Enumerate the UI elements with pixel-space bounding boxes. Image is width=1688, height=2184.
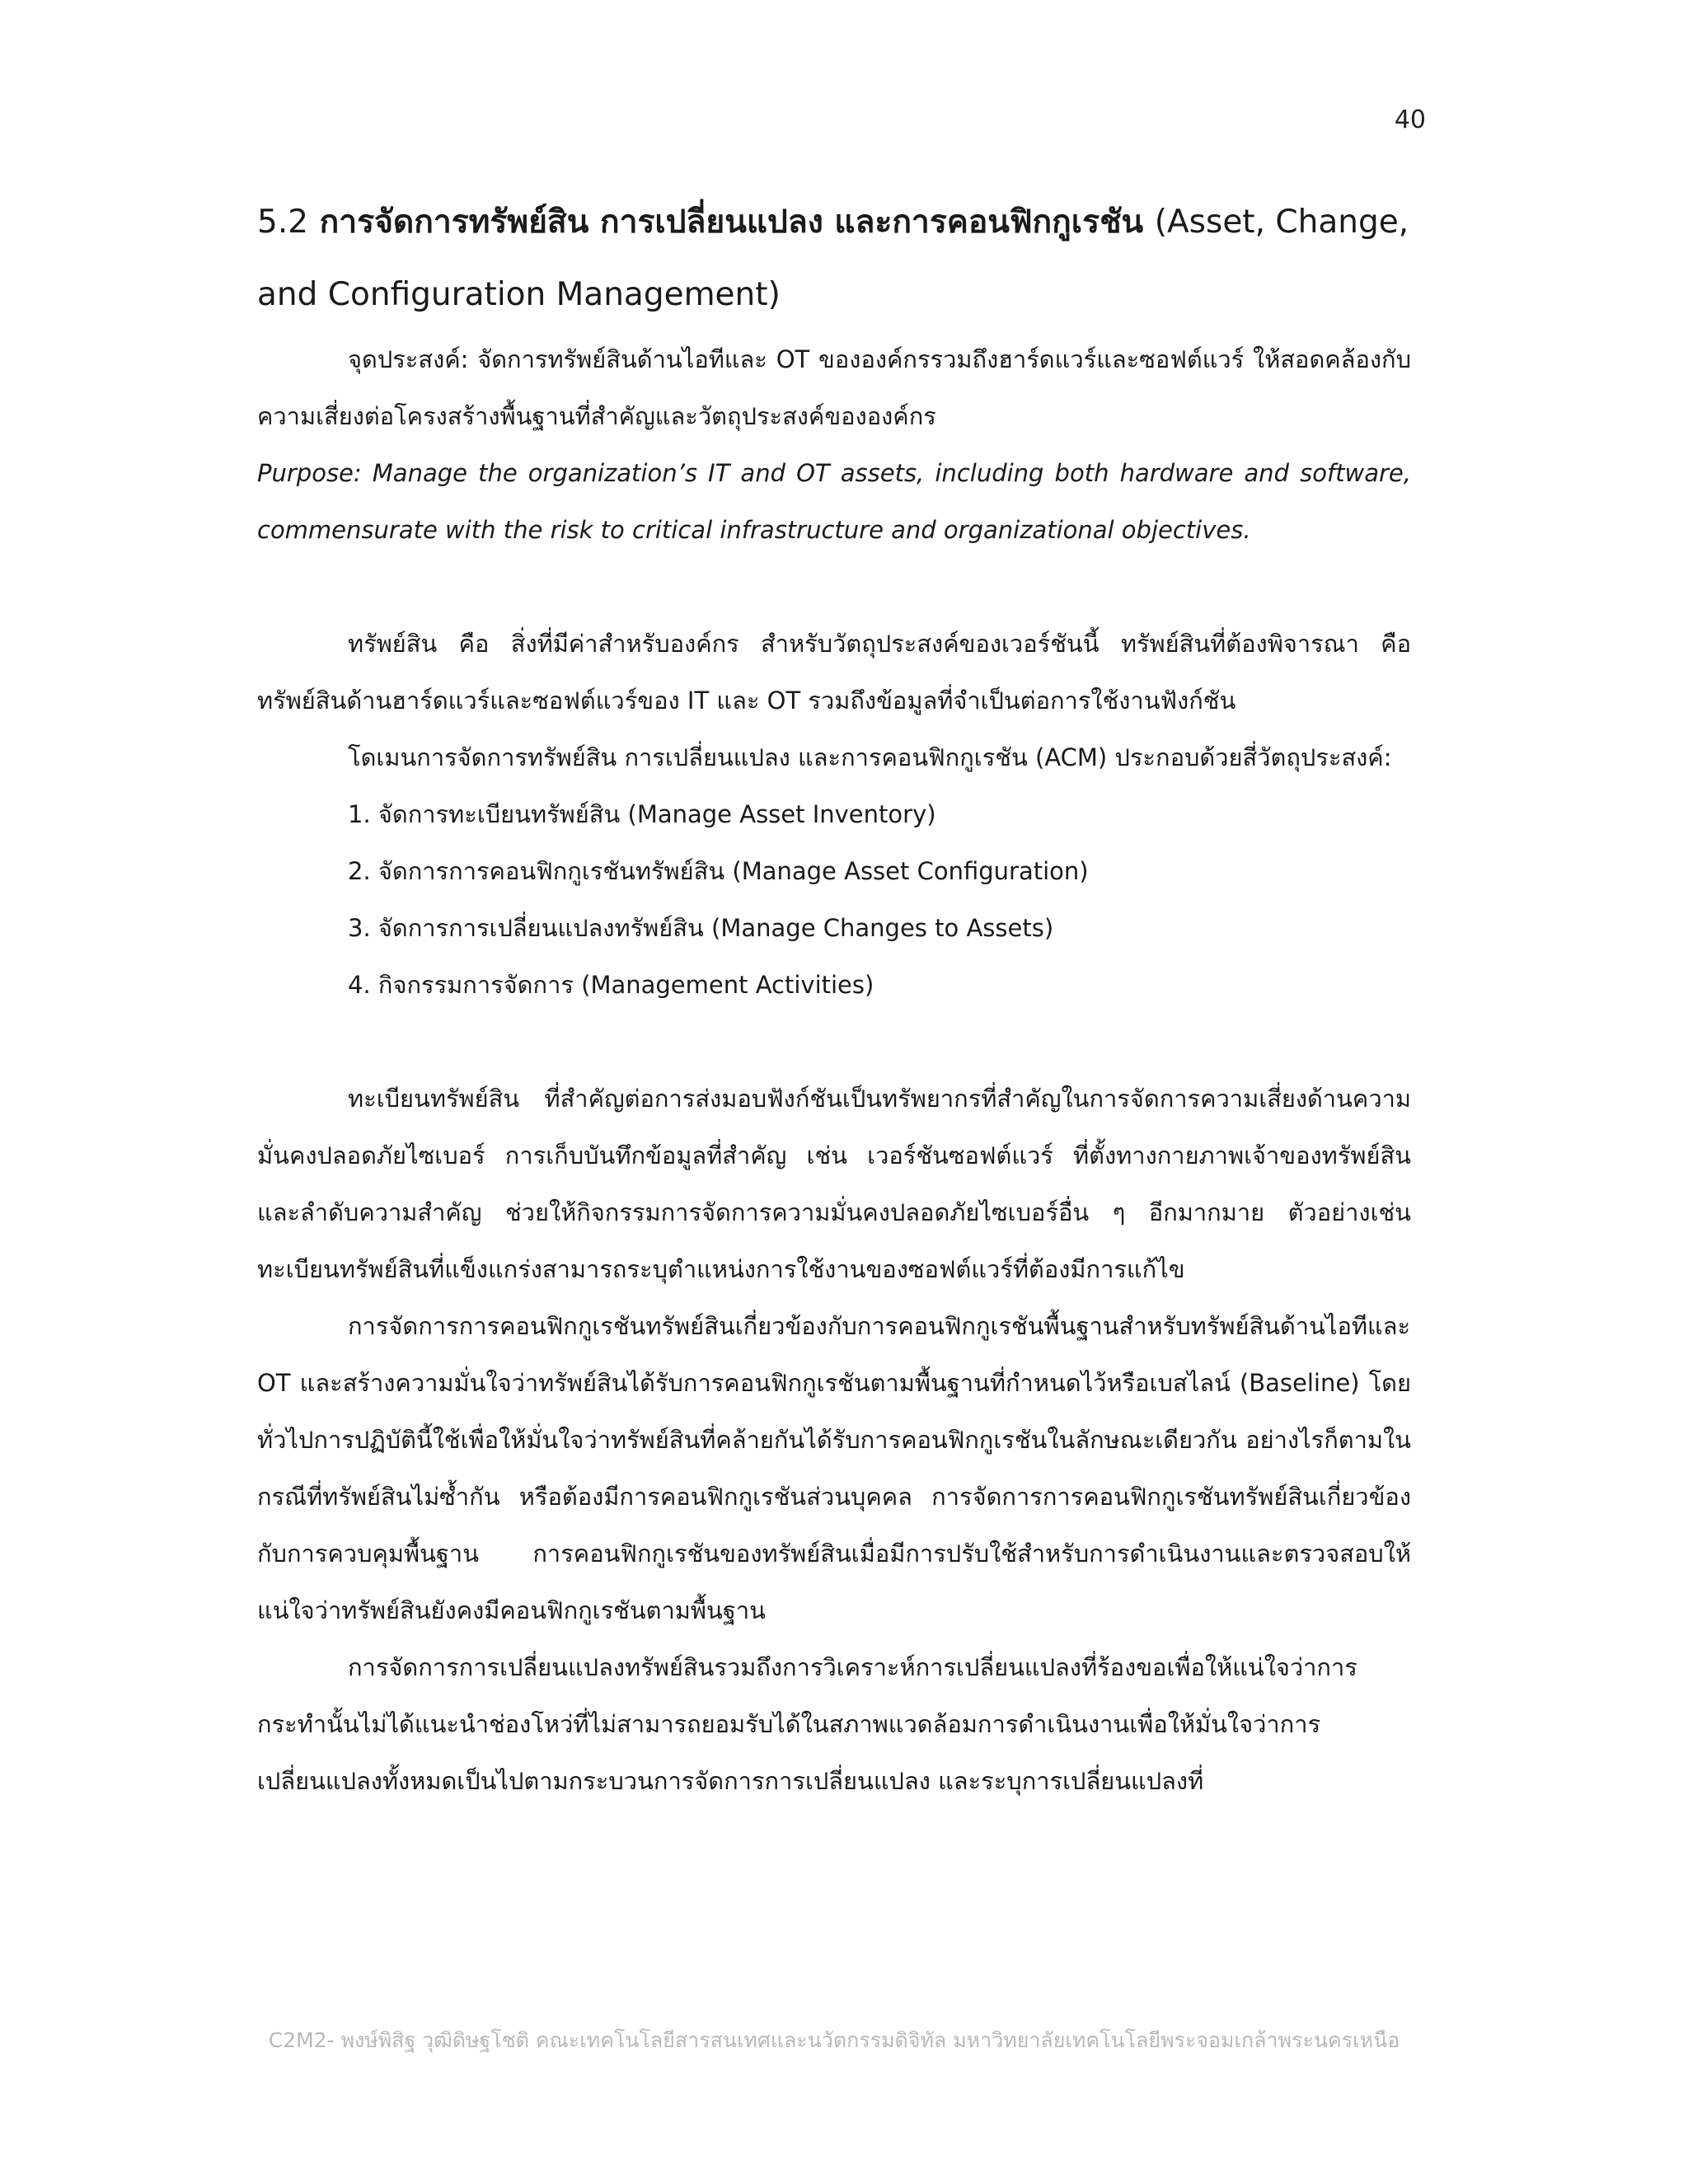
intro-paragraph: ทรัพย์สิน คือ สิ่งที่มีค่าสำหรับองค์กร สำหรับวัตถุประสงค์ของเวอร์ชันนี้ ทรัพย์สินที่ต้องพิจารณา คือ ทรัพย์สินด้านฮาร์ดแวร์และซอฟต์แวร์ของ IT และ OT รวมถึงข้อมูลที่จำเป็นต่อการใช้งานฟังก์ชัน bbox=[257, 630, 1411, 715]
section-title-english: (Asset, Change, and Configuration Management) bbox=[257, 204, 1409, 313]
section-heading bbox=[257, 186, 1411, 331]
page-footer: C2M2- พงษ์พิสิฐ วุฒิดิษฐโชติ คณะเทคโนโลยีสารสนเทศและนวัตกรรมดิจิทัล มหาวิทยาลัยเทคโนโลยีพระจอมเกล้าพระนครเหนือ bbox=[268, 2028, 1400, 2052]
section-number: 5.2 bbox=[257, 204, 309, 241]
page-content bbox=[257, 186, 1411, 1810]
objectives-list bbox=[257, 786, 1411, 1014]
spacer bbox=[257, 559, 1411, 616]
spacer bbox=[257, 1014, 1411, 1071]
list-item: 1. จัดการทะเบียนทรัพย์สิน (Manage Asset Inventory) bbox=[348, 800, 936, 828]
list-item: 3. จัดการการเปลี่ยนแปลงทรัพย์สิน (Manage Changes to Assets) bbox=[348, 914, 1054, 942]
section-title-thai: การจัดการทรัพย์สิน การเปลี่ยนแปลง และการคอนฟิกกูเรชัน bbox=[319, 204, 1144, 241]
list-item: 2. จัดการการคอนฟิกกูเรชันทรัพย์สิน (Manage Asset Configuration) bbox=[348, 857, 1089, 885]
purpose-english: Purpose: Manage the organization’s IT and OT assets, including both hardware and software, commensurate with the risk to critical infrastructure and organizational objectives. bbox=[257, 459, 1411, 544]
list-item: 4. กิจกรรมการจัดการ (Management Activities) bbox=[348, 971, 874, 999]
intro-paragraph: โดเมนการจัดการทรัพย์สิน การเปลี่ยนแปลง และการคอนฟิกกูเรชัน (ACM) ประกอบด้วยสี่วัตถุประสงค์: bbox=[348, 743, 1392, 771]
body-paragraph: การจัดการการคอนฟิกกูเรชันทรัพย์สินเกี่ยวข้องกับการคอนฟิกกูเรชันพื้นฐานสำหรับทรัพย์สินด้านไอทีและ OT และสร้างความมั่นใจว่าทรัพย์สินได้รับการคอนฟิกกูเรชันตามพื้นฐานที่กำหนดไว้หรือเบสไลน์ (Baseline) โดยทั่วไปการปฏิบัตินี้ใช้เพื่อให้มั่นใจว่าทรัพย์สินที่คล้ายกันได้รับการคอนฟิกกูเรชันในลักษณะเดียวกัน อย่างไรก็ตามในกรณีที่ทรัพย์สินไม่ซ้ำกัน หรือต้องมีการคอนฟิกกูเรชันส่วนบุคคล การจัดการการคอนฟิกกูเรชันทรัพย์สินเกี่ยวข้องกับการควบคุมพื้นฐาน การคอนฟิกกูเรชันของทรัพย์สินเมื่อมีการปรับใช้สำหรับการดำเนินงานและตรวจสอบให้แน่ใจว่าทรัพย์สินยังคงมีคอนฟิกกูเรชันตามพื้นฐาน bbox=[257, 1312, 1411, 1624]
page-number: 40 bbox=[1394, 105, 1426, 134]
body-paragraph: ทะเบียนทรัพย์สิน ที่สำคัญต่อการส่งมอบฟังก์ชันเป็นทรัพยากรที่สำคัญในการจัดการความเสี่ยงด้านความมั่นคงปลอดภัยไซเบอร์ การเก็บบันทึกข้อมูลที่สำคัญ เช่น เวอร์ชันซอฟต์แวร์ ที่ตั้งทางกายภาพเจ้าของทรัพย์สิน และลำดับความสำคัญ ช่วยให้กิจกรรมการจัดการความมั่นคงปลอดภัยไซเบอร์อื่น ๆ อีกมากมาย ตัวอย่างเช่น ทะเบียนทรัพย์สินที่แข็งแกร่งสามารถระบุตำแหน่งการใช้งานของซอฟต์แวร์ที่ต้องมีการแก้ไข bbox=[257, 1085, 1411, 1283]
purpose-thai: จุดประสงค์: จัดการทรัพย์สินด้านไอทีและ OT ขององค์กรรวมถึงฮาร์ดแวร์และซอฟต์แวร์ ให้สอดคล้องกับความเสี่ยงต่อโครงสร้างพื้นฐานที่สำคัญและวัตถุประสงค์ขององค์กร bbox=[257, 345, 1411, 430]
body-paragraph: การจัดการการเปลี่ยนแปลงทรัพย์สินรวมถึงการวิเคราะห์การเปลี่ยนแปลงที่ร้องขอเพื่อให้แน่ใจว่าการกระทำนั้นไม่ได้แนะนำช่องโหว่ที่ไม่สามารถยอมรับได้ในสภาพแวดล้อมการดำเนินงานเพื่อให้มั่นใจว่าการเปลี่ยนแปลงทั้งหมดเป็นไปตามกระบวนการจัดการการเปลี่ยนแปลง และระบุการเปลี่ยนแปลงที่ bbox=[257, 1653, 1357, 1795]
